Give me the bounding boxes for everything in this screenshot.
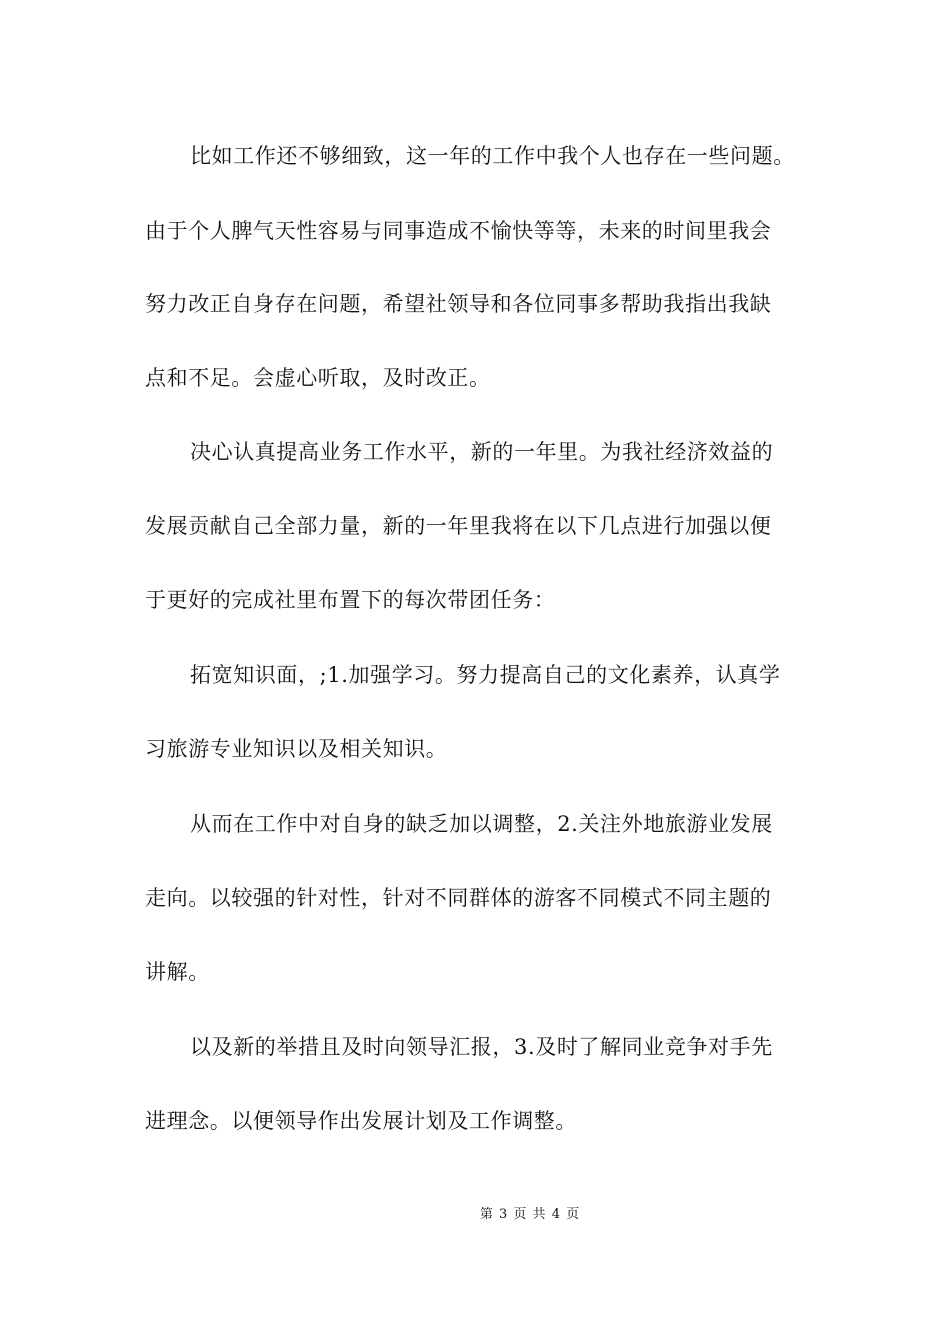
text-line: 努力改正自身存在问题，希望社领导和各位同事多帮助我指出我缺 <box>145 292 772 316</box>
text-line: 由于个人脾气天性容易与同事造成不愉快等等，未来的时间里我会 <box>145 219 772 243</box>
text-line: 发展贡献自己全部力量，新的一年里我将在以下几点进行加强以便 <box>145 514 772 538</box>
text-line: 习旅游专业知识以及相关知识。 <box>145 737 448 761</box>
page-number-footer: 第 3 页 共 4 页 <box>479 1207 581 1222</box>
text-line: 从而在工作中对自身的缺乏加以调整，2.关注外地旅游业发展 <box>190 812 773 836</box>
text-line: 讲解。 <box>145 960 210 984</box>
text-line: 于更好的完成社里布置下的每次带团任务： <box>145 588 556 612</box>
text-line: 以及新的举措且及时向领导汇报，3.及时了解同业竞争对手先 <box>190 1035 773 1059</box>
text-line: 比如工作还不够细致，这一年的工作中我个人也存在一些问题。 <box>190 144 795 168</box>
text-line: 走向。以较强的针对性，针对不同群体的游客不同模式不同主题的 <box>145 886 772 910</box>
text-line: 点和不足。会虚心听取，及时改正。 <box>145 366 491 390</box>
text-line: 进理念。以便领导作出发展计划及工作调整。 <box>145 1109 577 1133</box>
text-line: 决心认真提高业务工作水平，新的一年里。为我社经济效益的 <box>190 440 774 464</box>
text-line: 拓宽知识面，;1.加强学习。努力提高自己的文化素养，认真学 <box>190 663 781 687</box>
